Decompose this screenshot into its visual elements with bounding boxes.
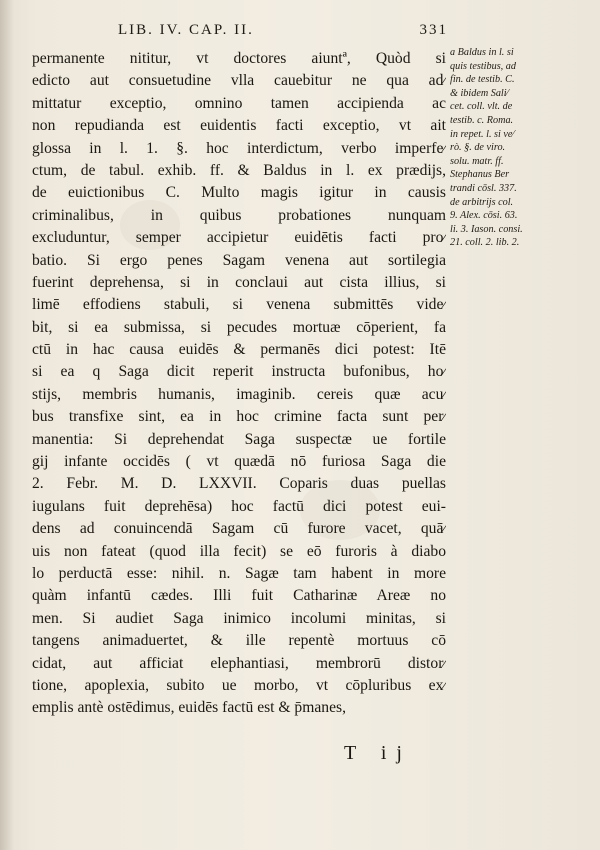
text-line: lo perductā esse: nihil. n. Sagæ tam habent in more: [32, 564, 446, 582]
text-line: ctū in hac causa euidēs & permanēs dici potest: Itē: [32, 341, 446, 359]
text-line: iugulans fuit deprehēsa) hoc factū dici potest eui-: [32, 497, 446, 515]
text-line: gij infante occidēs ( vt quædā nō furiosa Saga die: [32, 453, 446, 471]
text-line: bit, si ea submissa, si pecudes mortuæ cōperient, fa: [32, 318, 446, 336]
running-header: [118, 22, 448, 42]
margin-note-line: & ibidem Sali⁄: [450, 87, 509, 99]
text-line: emplis antè ostēdimus, euidēs factū est & p̄manes,: [32, 699, 346, 717]
marginal-notes: [450, 46, 588, 250]
text-line: manentia: Si deprehendat Saga suspectæ ue fortile: [32, 430, 446, 448]
margin-note-line: li. 3. Iason. consi.: [450, 223, 523, 235]
text-line: bus transfixe sint, ea in hoc crimine facta sunt per⁄: [32, 408, 446, 426]
text-line: permanente nititur, vt doctores aiuntª, Quòd si: [32, 50, 446, 67]
margin-note-line: trandi cōsl. 337.: [450, 182, 517, 194]
text-line: quàm infantū cædes. Illi fuit Catharinæ Areæ no: [32, 587, 446, 605]
margin-note-line: solu. matr. ff.: [450, 155, 504, 167]
text-line: criminalibus, in quibus probationes nunquam: [32, 206, 446, 224]
margin-note-line: Stephanus Ber: [450, 169, 510, 181]
text-line: mittatur exceptio, omnino tamen accipienda ac: [32, 94, 446, 112]
text-line: 2. Febr. M. D. LXXVII. Coparis duas puellas: [32, 475, 446, 493]
text-line: excluduntur, semper accipietur euidētis facti pro⁄: [32, 229, 446, 247]
text-line: edicto aut consuetudine vlla cauebitur ne qua ad⁄: [32, 72, 446, 90]
text-line: si ea q Saga dicit reperit instructa bufonibus, ho⁄: [32, 363, 446, 381]
running-head: LIB. IV. CAP. II.: [118, 22, 254, 38]
text-line: limē effodiens stabuli, si venena submittēs vide⁄: [32, 296, 446, 314]
margin-note-line: 21. coll. 2. lib. 2.: [450, 237, 520, 249]
margin-note-line: 9. Alex. cōsi. 63.: [450, 210, 518, 222]
text-line: stijs, membris humanis, imaginib. cereis quæ acu⁄: [32, 385, 446, 403]
text-line: de euictionibus C. Multo magis igitur in causis: [32, 184, 446, 202]
signature-mark: T ij: [344, 742, 412, 764]
text-line: men. Si audiet Saga inimico incolumi minitas, si: [32, 609, 446, 627]
margin-note-line: testib. c. Roma.: [450, 114, 514, 126]
margin-note-line: in repet. l. si ve⁄: [450, 128, 515, 140]
main-text-block: [32, 48, 446, 720]
margin-note-line: rò. §. de viro.: [450, 142, 506, 154]
margin-note-line: quis testibus, ad: [450, 60, 516, 72]
text-line: non repudianda est euidentis facti exceptio, vt ait: [32, 117, 446, 135]
margin-note-line: a Baldus in l. si: [450, 47, 514, 58]
page-gutter-shadow: [0, 0, 14, 850]
margin-note-line: cet. coll. vlt. de: [450, 101, 513, 113]
text-line: cidat, aut afficiat elephantiasi, membrorū distor⁄: [32, 654, 446, 672]
text-line: glossa in l. 1. §. hoc interdictum, verbo imperfe⁄: [32, 139, 446, 157]
page-number: 331: [419, 22, 448, 38]
text-line: tangens animaduertet, & ille repentè mortuus cō: [32, 632, 446, 650]
text-line: fuerint deprehensa, si in conclaui aut cista illius, si: [32, 273, 446, 291]
text-line: dens ad conuincendā Sagam cū furore vacet, quā⁄: [32, 520, 446, 538]
margin-note-line: fin. de testib. C.: [450, 74, 515, 86]
text-line: uis non fateat (quod illa fecit) se eō furoris à diabo: [32, 542, 446, 560]
text-line: ctum, de tabul. exhib. ff. & Baldus in l. ex prædijs,: [32, 161, 446, 179]
text-line: batio. Si ergo penes Sagam venena aut sortilegia: [32, 251, 446, 269]
margin-note-line: de arbitrijs col.: [450, 196, 514, 208]
text-line: tione, apoplexia, subito ue morbo, vt cōpluribus ex⁄: [32, 676, 446, 694]
